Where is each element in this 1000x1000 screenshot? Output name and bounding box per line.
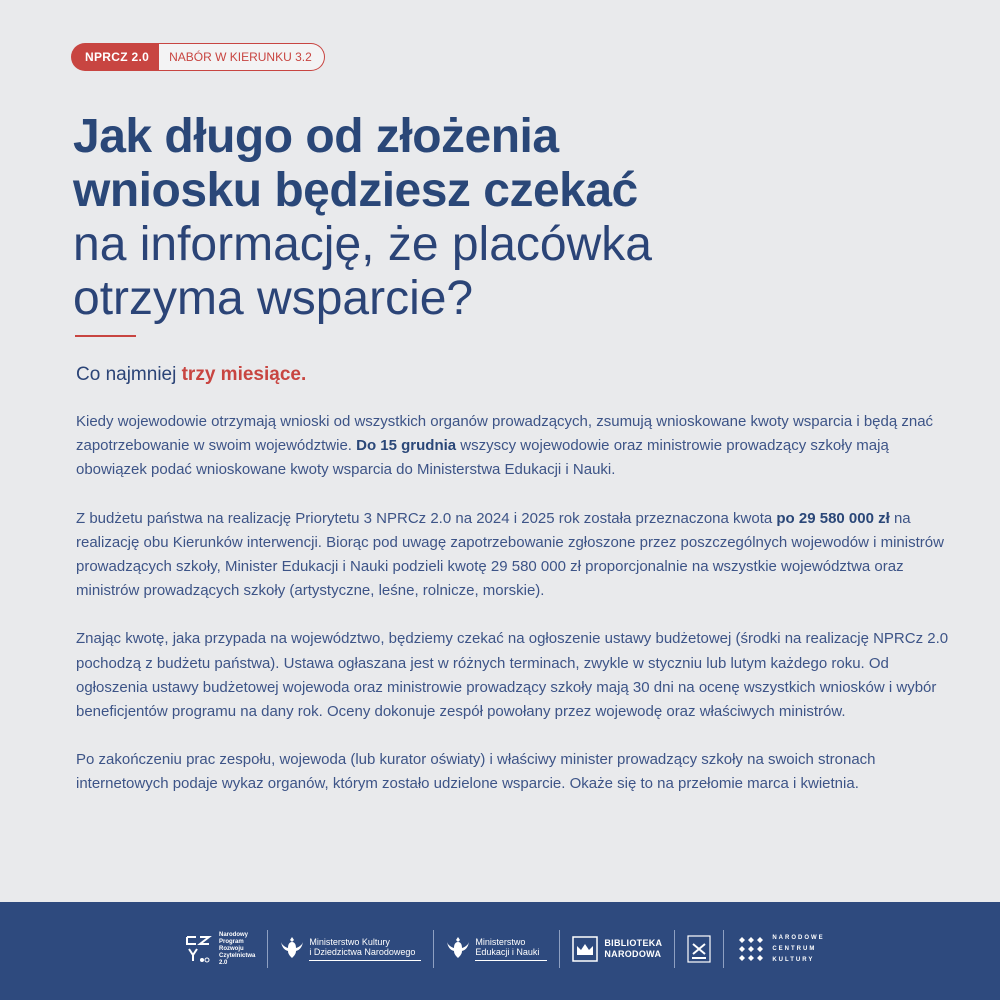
bn-logo	[572, 936, 662, 962]
title-bold-line-2: wniosku będziesz czekać	[73, 164, 638, 217]
nprcz-word: Rozwoju	[219, 945, 244, 952]
title-light-line-2: otrzyma wsparcie?	[73, 272, 474, 325]
p2-text-a: Z budżetu państwa na realizację Priorytetu 3 NPRCz 2.0 na 2024 i 2025 rok została przeznaczona kwota	[76, 509, 777, 527]
eagle-icon	[446, 935, 470, 963]
mein-line-2: Edukacji i Nauki	[475, 947, 540, 957]
title-divider	[75, 335, 136, 337]
logo-separator	[723, 930, 724, 968]
mkidn-underline	[309, 960, 421, 961]
bn-line-2: NARODOWA	[604, 949, 662, 959]
book-institute-logo	[687, 935, 711, 963]
mein-text	[475, 937, 547, 961]
nprcz-word: Narodowy	[219, 931, 249, 938]
nck-text	[772, 933, 824, 966]
nck-line-3: KULTURY	[772, 956, 815, 963]
p1-deadline: Do 15 grudnia	[356, 437, 457, 455]
p2-text-b: na realizację obu Kierunków interwencji. Biorąc pod uwagę zapotrzebowanie zgłoszone przez poszczególnych wojewodów i ministrów prowadzących szkoły, Minister Edukacji i Nauki podzieli kwotę 29 580 000 zł proporcjonalnie na wszystkie województwa oraz ministrów prowadzących szkoły (artystyczne, leśne, rolnicze, morskie).	[76, 509, 944, 600]
bn-line-1: BIBLIOTEKA	[604, 938, 663, 948]
paragraph-4: Po zakończeniu prac zespołu, wojewoda (lub kurator oświaty) i właściwy minister prowadzący szkoły na swoich stronach internetowych podaje wykaz organów, którym zostało udzielone wsparcie. Okaże się to na przełomie marca i kwietnia.	[76, 751, 876, 793]
partner-logos	[183, 928, 825, 970]
nprcz-logo	[183, 932, 255, 967]
nprcz-word: 2.0	[219, 959, 228, 966]
mkidn-logo	[280, 935, 421, 963]
bn-text	[604, 938, 662, 960]
logo-separator	[674, 930, 675, 968]
mein-line-1: Ministerstwo	[475, 937, 526, 947]
mein-underline	[475, 960, 547, 961]
nck-logo	[736, 933, 824, 966]
p1-text-b: wszyscy wojewodowie oraz ministrowie prowadzący szkoły mają obowiązek podać wnioskowane kwoty wsparcia do Ministerstwa Edukacji i Nauki.	[76, 437, 889, 479]
nck-line-2: CENTRUM	[772, 945, 817, 952]
logo-separator	[559, 930, 560, 968]
logo-separator	[433, 930, 434, 968]
recruitment-tag: NABÓR W KIERUNKU 3.2	[159, 43, 325, 71]
library-crown-icon	[572, 936, 598, 962]
mkidn-line-2: i Dziedzictwa Narodowego	[309, 947, 416, 957]
paragraph-3: Znając kwotę, jaka przypada na województwo, będziemy czekać na ogłoszenie ustawy budżetowej (środki na realizację NPRCz 2.0 pochodzą z budżetu państwa). Ustawa ogłaszana jest w różnych terminach, zwykle w styczniu lub lutym każdego roku. Od ogłoszenia ustawy budżetowej wojewoda oraz ministrowie prowadzący szkoły mają 30 dni na ocenę wszystkich wniosków i wybór beneficjentów programu na dany rok. Oceny dokonuje zespół powołany przez wojewodę oraz właściwych ministrów.	[76, 630, 949, 721]
logo-separator	[267, 930, 268, 968]
title-bold-line-1: Jak długo od złożenia	[73, 110, 559, 163]
eagle-icon	[280, 935, 304, 963]
mkidn-text	[309, 937, 421, 961]
nck-line-1: NARODOWE	[772, 934, 825, 941]
category-tags	[71, 43, 325, 71]
lead-text: Co najmniej	[76, 364, 182, 385]
nck-pattern-icon	[736, 934, 766, 964]
nprcz-word: Czytelnictwa	[219, 952, 256, 959]
p2-amount: po 29 580 000 zł	[776, 509, 890, 527]
nprcz-icon	[183, 933, 213, 965]
body-text	[76, 410, 956, 821]
book-institute-icon	[687, 935, 711, 963]
nprcz-word: Program	[219, 938, 244, 945]
mkidn-line-1: Ministerstwo Kultury	[309, 937, 390, 947]
p1-text-a: Kiedy wojewodowie otrzymają wnioski od wszystkich organów prowadzących, zsumują wnioskowane kwoty wsparcia i będą znać zapotrzebowanie w swoim województwie.	[76, 413, 934, 455]
paragraph-1	[76, 410, 956, 483]
paragraph-2	[76, 507, 956, 604]
nprcz-text	[219, 932, 255, 967]
lead-highlight: trzy miesiące.	[181, 364, 307, 385]
page-title	[73, 110, 953, 326]
title-light-line-1: na informację, że placówka	[73, 218, 652, 271]
program-tag: NPRCZ 2.0	[71, 43, 159, 71]
lead-answer	[76, 364, 306, 386]
mein-logo	[446, 935, 547, 963]
